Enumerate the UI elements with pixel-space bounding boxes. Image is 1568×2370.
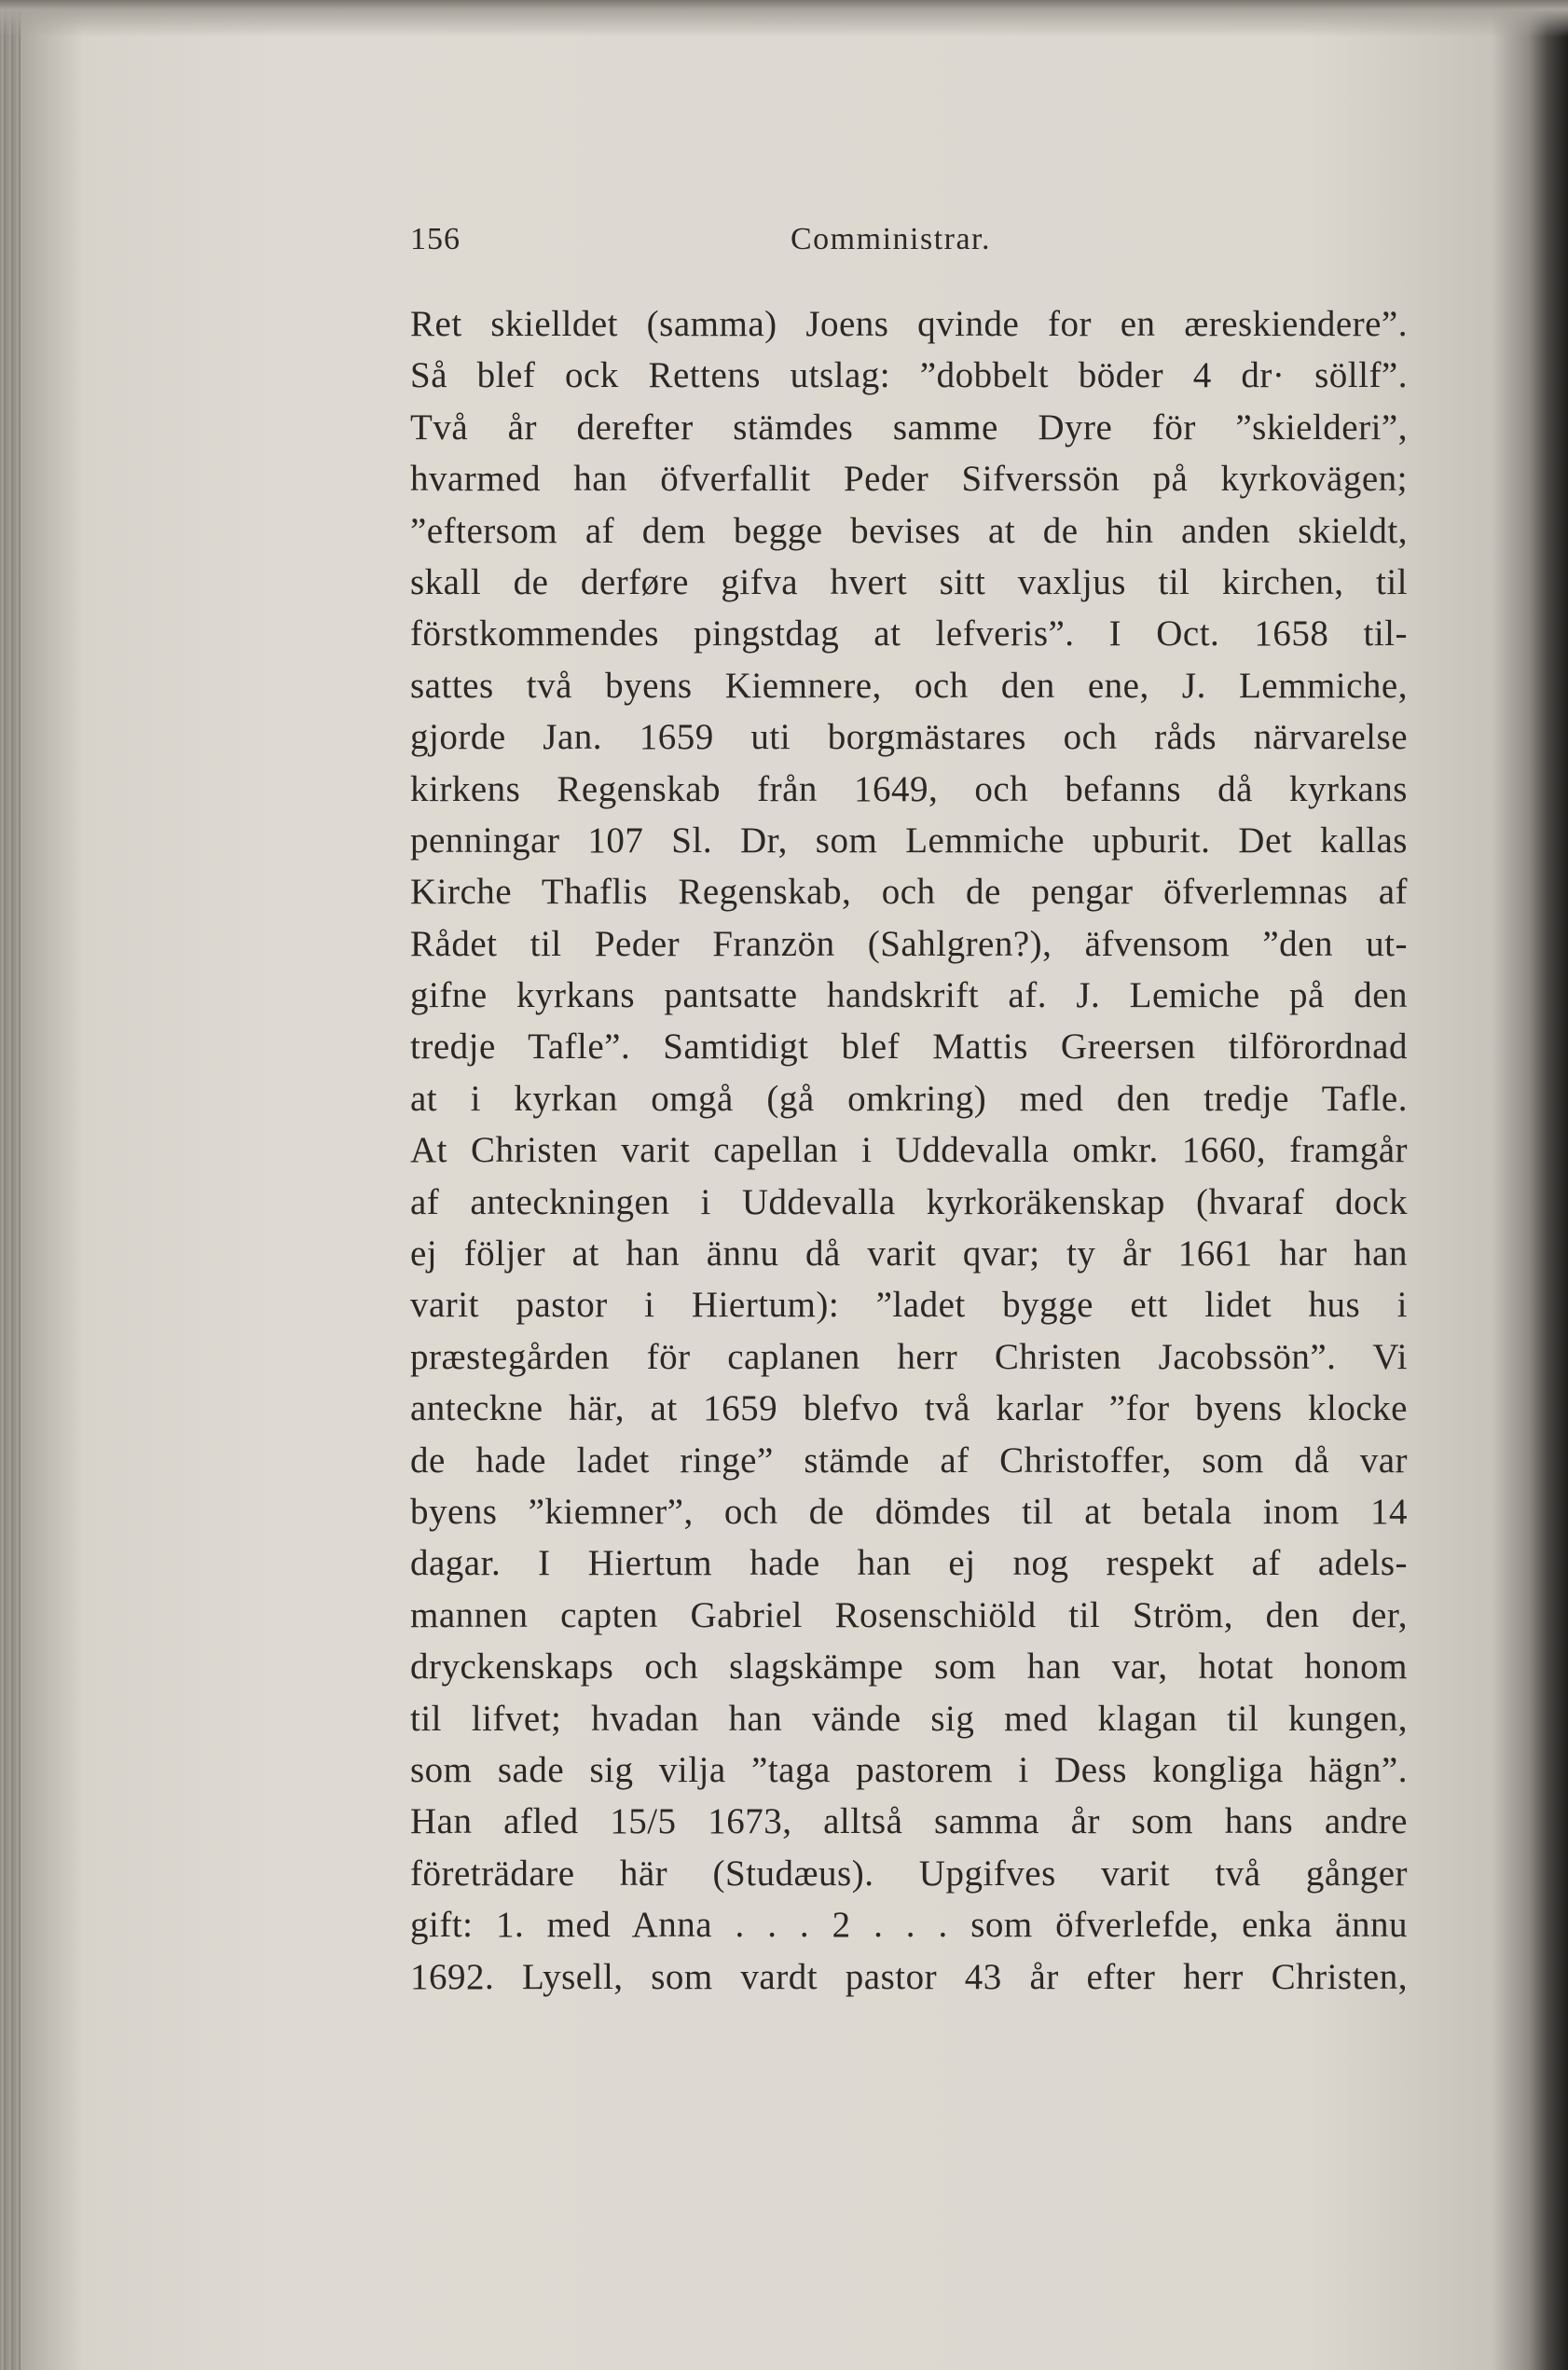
running-head — [410, 222, 1408, 267]
text-line: sattes två byens Kiemnere, och den ene, J. Lemmiche, — [410, 665, 1408, 706]
text-line: ej följer at han ännu då varit qvar; ty år 1661 har han — [410, 1233, 1408, 1275]
section-title: Comministrar. — [791, 222, 991, 256]
text-line: gift: 1. med Anna . . . 2 . . . som öfverlefde, enka ännu — [410, 1905, 1408, 1946]
text-line: ”eftersom af dem begge bevises at de hin anden skieldt, — [410, 510, 1408, 551]
text-line: hvarmed han öfverfallit Peder Sifverssön på kyrkovägen; — [410, 459, 1408, 500]
book-page-edges — [0, 0, 21, 2370]
page-number: 156 — [410, 222, 461, 256]
text-line: gifne kyrkans pantsatte handskrift af. J. Lemiche på den — [410, 975, 1408, 1016]
text-line: varit pastor i Hiertum): ”ladet bygge ett lidet hus i — [410, 1285, 1408, 1326]
text-line: tredje Tafle”. Samtidigt blef Mattis Greersen tilförordnad — [410, 1027, 1408, 1068]
text-line: til lifvet; hvadan han vände sig med klagan til kungen, — [410, 1698, 1408, 1739]
text-line: Kirche Thaflis Regenskab, och de pengar öfverlemnas af — [410, 872, 1408, 913]
text-line: At Christen varit capellan i Uddevalla omkr. 1660, framgår — [410, 1130, 1408, 1171]
text-line: dryckenskaps och slagskämpe som han var, hotat honom — [410, 1647, 1408, 1688]
text-line: kirkens Regenskab från 1649, och befanns då kyrkans — [410, 768, 1408, 809]
body-text — [410, 298, 1408, 2003]
text-line: anteckne här, at 1659 blefvo två karlar ”for byens klocke — [410, 1388, 1408, 1429]
text-line: de hade ladet ringe” stämde af Christoffer, som då var — [410, 1440, 1408, 1481]
text-line: at i kyrkan omgå (gå omkring) med den tredje Tafle. — [410, 1078, 1408, 1119]
text-line: 1692. Lysell, som vardt pastor 43 år efter herr Christen, — [410, 1956, 1408, 1997]
top-shadow — [0, 0, 1568, 37]
text-line: Rådet til Peder Franzön (Sahlgren?), äfvensom ”den ut- — [410, 923, 1408, 964]
text-line: gjorde Jan. 1659 uti borgmästares och råds närvarelse — [410, 717, 1408, 758]
text-line: af anteckningen i Uddevalla kyrkoräkenskap (hvaraf dock — [410, 1181, 1408, 1222]
text-line: mannen capten Gabriel Rosenschiöld til Ström, den der, — [410, 1594, 1408, 1635]
text-line: byens ”kiemner”, och de dömdes til at betala inom 14 — [410, 1491, 1408, 1532]
text-line: præstegården för caplanen herr Christen Jacobssön”. Vi — [410, 1336, 1408, 1377]
text-line: som sade sig vilja ”taga pastorem i Dess kongliga hägn”. — [410, 1749, 1408, 1790]
text-line: dagar. I Hiertum hade han ej nog respekt af adels- — [410, 1543, 1408, 1584]
text-line: penningar 107 Sl. Dr, som Lemmiche upburit. Det kallas — [410, 820, 1408, 861]
text-line: Två år derefter stämdes samme Dyre för ”skielderi”, — [410, 406, 1408, 448]
text-line: företrädare här (Studæus). Upgifves varit två gånger — [410, 1853, 1408, 1894]
text-line: Ret skielldet (samma) Joens qvinde for en æreskiendere”. — [410, 304, 1408, 344]
text-line: skall de derføre gifva hvert sitt vaxljus til kirchen, til — [410, 561, 1408, 602]
text-line: Han afled 15/5 1673, alltså samma år som hans andre — [410, 1801, 1408, 1842]
text-line: Så blef ock Rettens utslag: ”dobbelt böder 4 dr· söllf”. — [410, 355, 1408, 396]
text-line: förstkommendes pingstdag at lefveris”. I Oct. 1658 til- — [410, 613, 1408, 655]
